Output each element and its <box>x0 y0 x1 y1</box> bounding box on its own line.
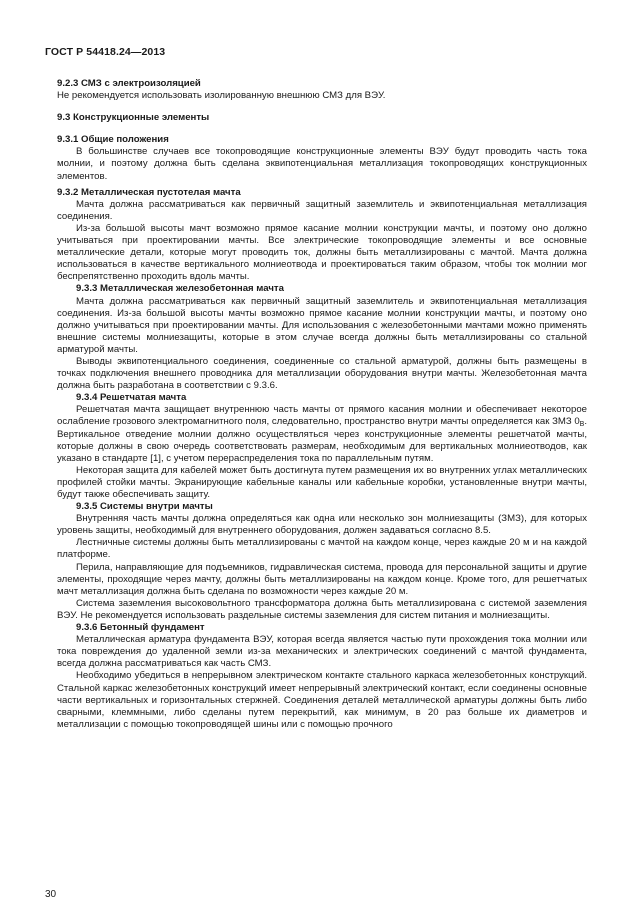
paragraph: Выводы эквипотенциального соединения, соединенные со стальной арматурой, должны быть размещены в точках подключения внешнего проводника для металлизации оборудования внутри мачты. Железобетонная мачта должна быть разработана в соответствии с 9.3.6. <box>57 355 587 392</box>
paragraph: Лестничные системы должны быть металлизированы с мачтой на каждом конце, через каждые 20 м и на каждой платформе. <box>57 537 587 561</box>
paragraph <box>57 404 587 464</box>
section-heading-9-3-6: 9.3.6 Бетонный фундамент <box>76 622 205 634</box>
section-heading-9-3-2: 9.3.2 Металлическая пустотелая мачта <box>57 186 241 198</box>
document-body <box>57 78 587 731</box>
subscript: В <box>579 421 585 429</box>
section-heading-9-3-4: 9.3.4 Решетчатая мачта <box>76 392 187 404</box>
section-heading-9-3-3: 9.3.3 Металлическая железобетонная мачта <box>76 283 284 295</box>
paragraph: Перила, направляющие для подъемников, гидравлическая система, провода для персональной защиты и другие элементы, проходящие через мачту, должны быть металлизированы на каждом конце. Кроме того, для решетчатых мачт металлизация должна быть сделана по возможности через каждые 20 м. <box>57 561 587 597</box>
paragraph: В большинстве случаев все токопроводящие конструкционные элементы ВЭУ будут проводить часть тока молнии, и поэтому должна быть сделана эквипотенциальная металлизация токопроводящих конструкционных элементов. <box>57 146 587 182</box>
paragraph: Из-за большой высоты мачт возможно прямое касание молнии конструкции мачты, и поэтому оно должно учитываться при проектировании мачты. Все электрические токопроводящие элементы и все основные металлические детали, которые могут проводить ток, должны быть металлизированы с мачтой. Мачта должна использоваться в качестве вертикального молниеотвода и проектироваться таким образом, чтобы ток молнии мог беспрепятственно проходить вдоль мачты. <box>57 222 587 283</box>
section-heading-9-3: 9.3 Конструкционные элементы <box>57 112 210 124</box>
section-heading-9-3-5: 9.3.5 Системы внутри мачты <box>76 501 213 513</box>
paragraph: Необходимо убедиться в непрерывном электрическом контакте стального каркаса железобетонных конструкций. Стальной каркас железобетонных конструкций имеет непрерывный электрический контакт, если соединены основные части вертикальных и горизонтальных стержней. Соединения деталей металлической арматуры должны быть либо сварными, клеммными, либо сделаны путем перекрытий, как минимум, в 20 раз больше их диаметров и металлизации с помощью токопроводящей шины или с помощью прочного <box>57 670 587 730</box>
paragraph: Не рекомендуется использовать изолированную внешнюю СМЗ для ВЭУ. <box>57 90 386 102</box>
paragraph: Внутренняя часть мачты должна определяться как одна или несколько зон молниезащиты (ЗМЗ), для которых уровень защиты, необходимый для внутреннего оборудования, должен задаваться согласно 8.5. <box>57 513 587 537</box>
paragraph: Система заземления высоковольтного трансформатора должна быть металлизирована с системой заземления ВЭУ. Не рекомендуется использовать раздельные системы заземления для систем питания и молниезащиты. <box>57 597 587 621</box>
paragraph: Металлическая арматура фундамента ВЭУ, которая всегда является частью пути прохождения тока молнии или тока повреждения до удаленной земли из-за механических и электрических соединений с мачтой фундамента, всегда должна рассматриваться как часть СМЗ. <box>57 634 587 670</box>
paragraph-text: . Вертикальное отведение молнии должно осуществляться через конструкционные элементы решетчатой мачты, которые должны в свою очередь соответствовать размерам, необходимым для вертикальных молниеотводов, как указано в стандарте [1], с учетом перераспределения тока по параллельным путям. <box>57 416 588 464</box>
paragraph: Некоторая защита для кабелей может быть достигнута путем размещения их во внутренних углах металлических профилей стойки мачты. Экранирующие кабельные каналы или кабельные коробки, установленные внутри мачты, будут также обеспечивать защиту. <box>57 464 587 500</box>
page-number: 30 <box>45 889 57 900</box>
paragraph: Мачта должна рассматриваться как первичный защитный заземлитель и эквипотенциальная металлизация соединения. Из-за большой высоты мачты возможно прямое касание молнии конструкции мачты, и поэтому оно должно учитываться при проектировании мачты. Для использования с железобетонными мачтами можно применять внешние системы молниезащиты, которые в этом случае всегда должны быть металлизированы со стальной арматурой мачты. <box>57 295 587 355</box>
section-heading-9-3-1: 9.3.1 Общие положения <box>57 134 169 146</box>
paragraph-text: Решетчатая мачта защищает внутреннюю часть мачты от прямого касания молнии и обеспечивает некоторое ослабление грозового электромагнитного поля, следовательно, пространство внутри мачты определяется как ЗМЗ 0 <box>57 404 587 428</box>
paragraph: Мачта должна рассматриваться как первичный защитный заземлитель и эквипотенциальная металлизация соединения. <box>57 198 587 222</box>
section-heading-9-2-3: 9.2.3 СМЗ с электроизоляцией <box>57 78 201 89</box>
document-header: ГОСТ Р 54418.24—2013 <box>45 46 166 58</box>
